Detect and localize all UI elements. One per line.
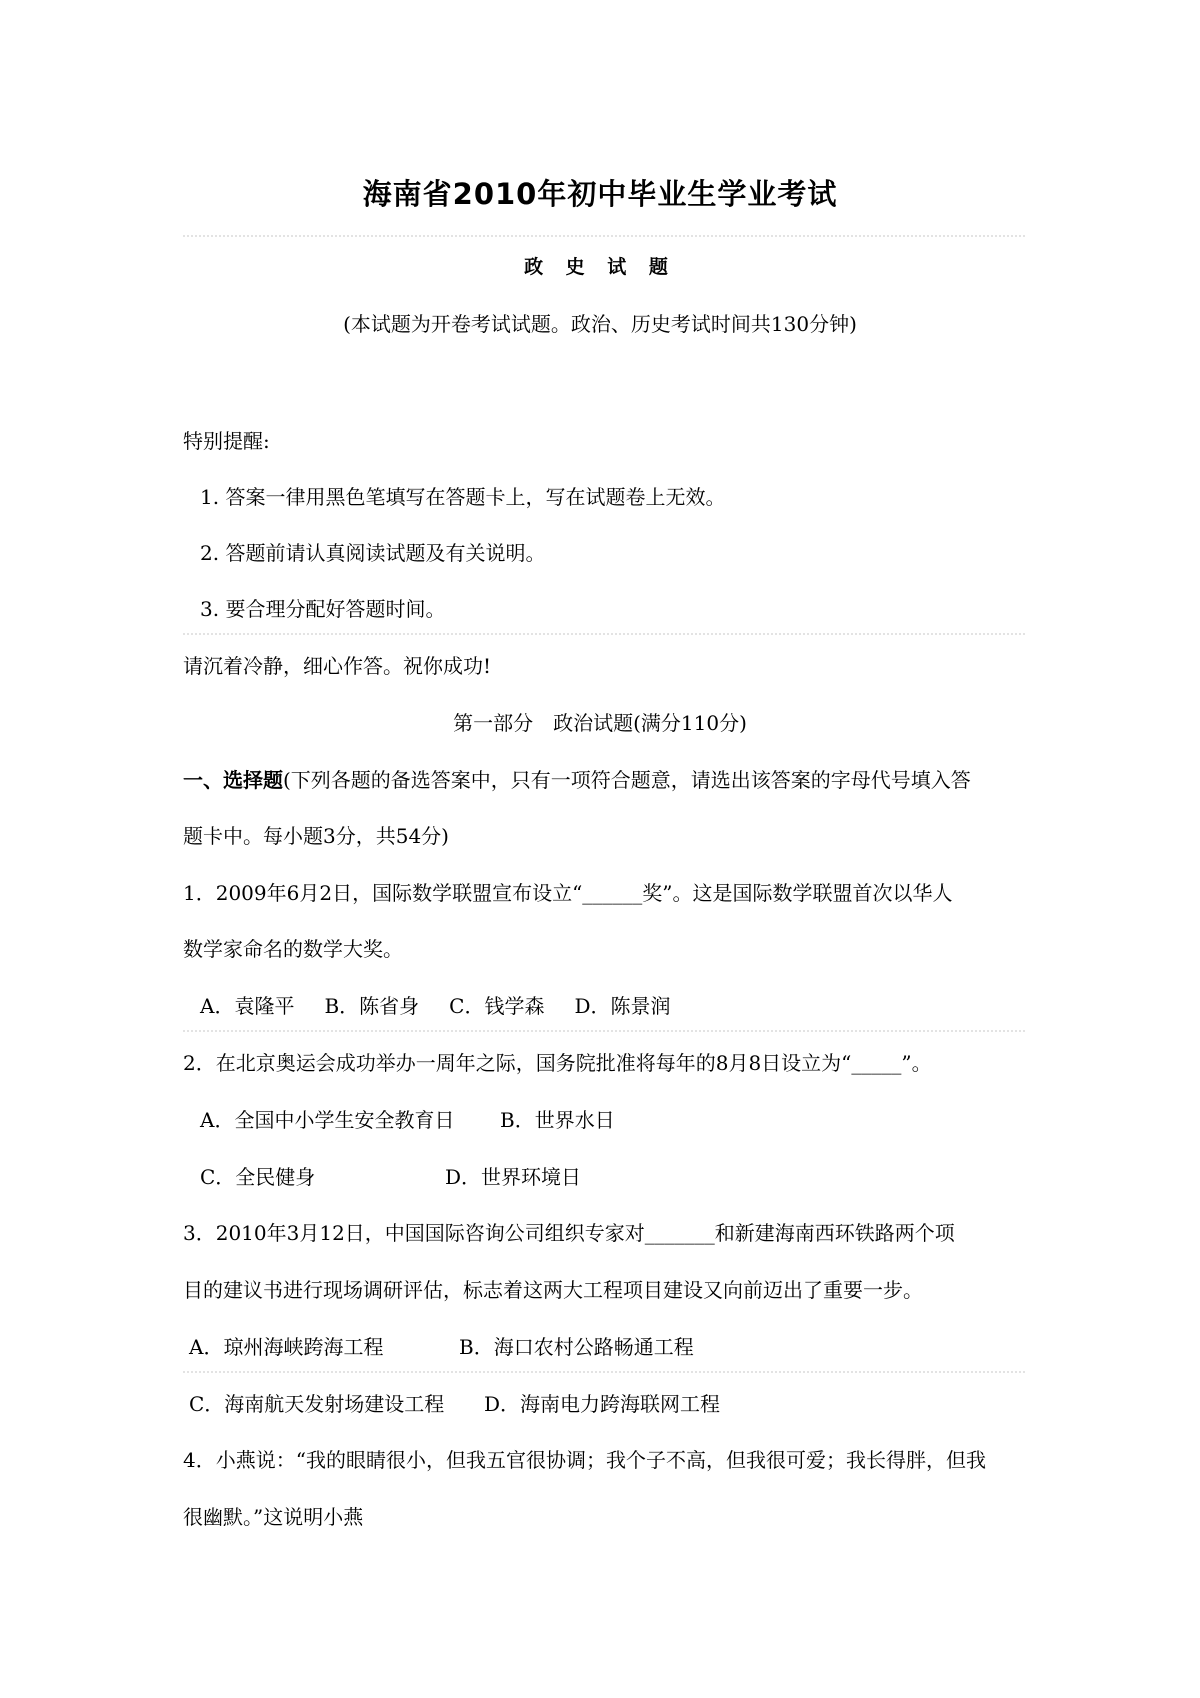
option-b: B．陈省身	[324, 994, 420, 1018]
option-d: D．海南电力跨海联网工程	[484, 1392, 721, 1416]
question-3-options-row1	[189, 1331, 694, 1360]
question-1-stem-cont: 数学家命名的数学大奖。	[183, 937, 403, 961]
question-3-options-row2	[189, 1388, 720, 1417]
reminder-item: 2. 答题前请认真阅读试题及有关说明。	[200, 541, 546, 565]
option-c: C．钱学森	[449, 994, 545, 1018]
option-d: D．世界环境日	[445, 1165, 582, 1189]
option-c: C．全民健身	[200, 1165, 316, 1189]
divider	[183, 633, 1025, 635]
question-4-stem-cont: 很幽默。”这说明小燕	[183, 1505, 364, 1529]
option-b: B．世界水日	[500, 1108, 615, 1132]
section-instructions-cont: 题卡中。每小题3分，共54分)	[183, 824, 449, 848]
option-c: C．海南航天发射场建设工程	[189, 1392, 445, 1416]
divider	[183, 235, 1025, 237]
question-3-stem-cont: 目的建议书进行现场调研评估，标志着这两大工程项目建设又向前迈出了重要一步。	[183, 1278, 923, 1302]
question-2-options-row2	[200, 1161, 581, 1190]
reminder-closing: 请沉着冷静，细心作答。祝你成功!	[183, 654, 492, 678]
question-3-stem: 3．2010年3月12日，中国国际咨询公司组织专家对_______和新建海南西环铁路两个项	[183, 1221, 955, 1245]
option-b: B．海口农村公路畅通工程	[459, 1335, 694, 1359]
question-2-stem: 2．在北京奥运会成功举办一周年之际，国务院批准将每年的8月8日设立为“_____”。	[183, 1051, 932, 1075]
option-a: A．全国中小学生安全教育日	[200, 1108, 455, 1132]
subtitle: 政 史 试 题	[524, 256, 676, 278]
exam-note: (本试题为开卷考试试题。政治、历史考试时间共130分钟)	[343, 312, 857, 336]
part-heading: 第一部分 政治试题(满分110分)	[453, 711, 747, 735]
section-label: 一、选择题	[183, 768, 283, 792]
section-heading	[183, 764, 971, 793]
reminder-item: 1. 答案一律用黑色笔填写在答题卡上，写在试题卷上无效。	[200, 485, 726, 509]
reminder-heading: 特别提醒:	[183, 429, 270, 453]
option-d: D．陈景润	[574, 994, 671, 1018]
option-a: A．琼州海峡跨海工程	[189, 1335, 384, 1359]
divider	[183, 1371, 1025, 1373]
question-4-stem: 4．小燕说：“我的眼睛很小，但我五官很协调；我个子不高，但我很可爱；我长得胖，但我	[183, 1448, 986, 1472]
question-1-stem: 1．2009年6月2日，国际数学联盟宣布设立“______奖”。这是国际数学联盟首次以华人	[183, 881, 953, 905]
page-title: 海南省2010年初中毕业生学业考试	[362, 177, 838, 211]
question-2-options-row1	[200, 1104, 615, 1133]
option-a: A．袁隆平	[200, 994, 295, 1018]
divider	[183, 1030, 1025, 1032]
reminder-item: 3. 要合理分配好答题时间。	[200, 597, 446, 621]
section-instructions: (下列各题的备选答案中，只有一项符合题意，请选出该答案的字母代号填入答	[283, 768, 971, 792]
question-1-options	[200, 990, 671, 1019]
